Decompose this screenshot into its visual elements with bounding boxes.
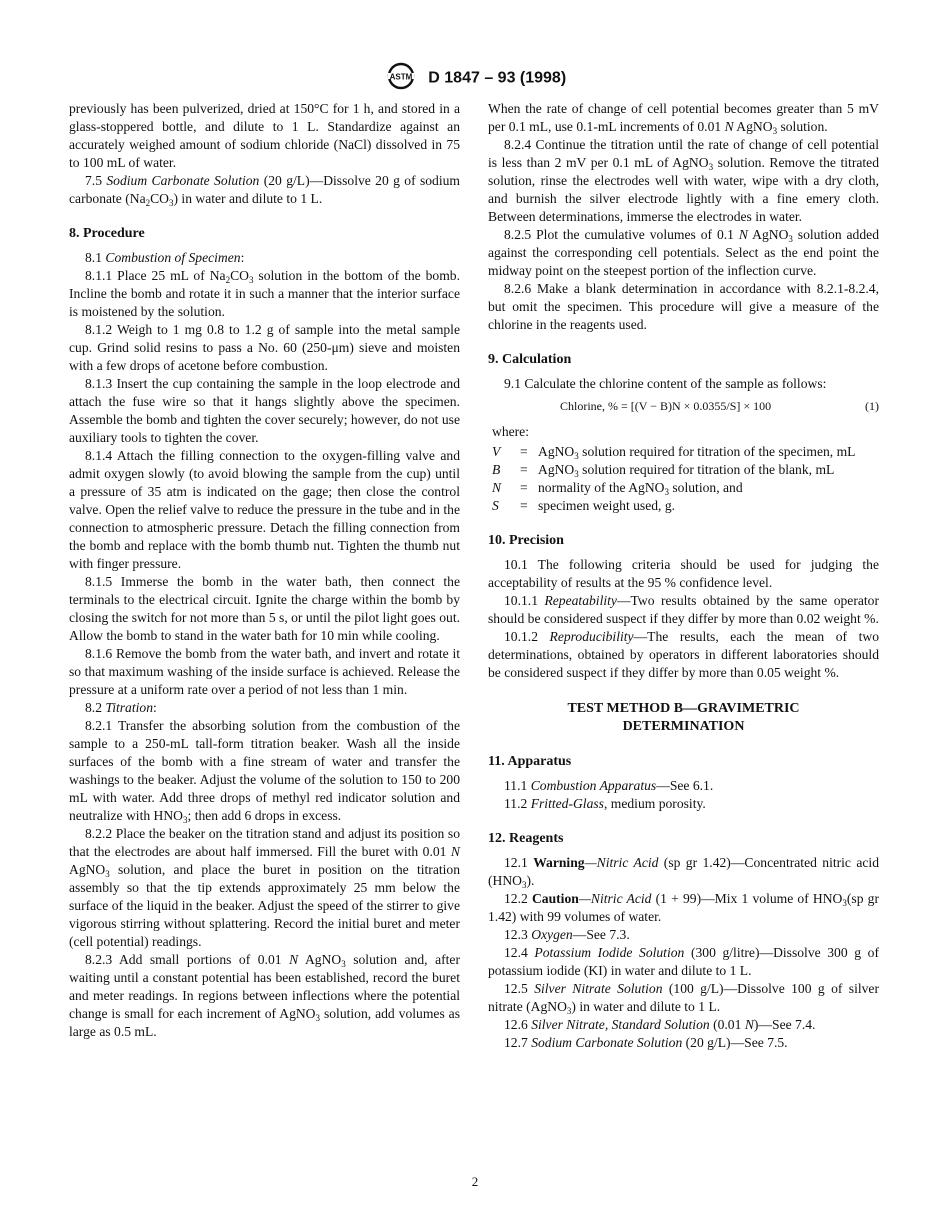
paragraph-12-4: 12.4 Potassium Iodide Solution (300 g/litre)—Dissolve 300 g of potassium iodide (KI) in water and dilute to 1 L. — [488, 945, 879, 978]
paragraph-10-1: 10.1 The following criteria should be used for judging the acceptability of results at the 95 % confidence level. — [488, 557, 879, 590]
variable-row: V = AgNO$_3$ solution required for titration of the specimen, mL — [492, 444, 856, 461]
section-heading-reagents: 12. Reagents — [488, 831, 564, 846]
paragraph-8-1-5: 8.1.5 Immerse the bomb in the water bath, then connect the terminals to the electrical circuit. Ignite the charge within the bomb by closing the switch for not more than 5 s, or until the pilot light goes out. Allow the bomb to stand in the water bath for 10 min while cooling. — [69, 574, 460, 643]
variable-row: N = normality of the AgNO$_3$ solution, and — [492, 480, 743, 497]
left-column — [69, 100, 460, 1041]
section-heading-procedure: 8. Procedure — [69, 226, 145, 241]
paragraph-8-1-3: 8.1.3 Insert the cup containing the sample in the loop electrode and attach the fuse wire so that it hangs slightly above the specimen. Assemble the bomb and tighten the cover securely; however, do not use auxiliary tools to tighten the cover. — [69, 376, 460, 445]
section-heading-precision: 10. Precision — [488, 533, 564, 548]
paragraph-12-3: 12.3 Oxygen—See 7.3. — [504, 927, 630, 942]
paragraph-8-2: 8.2 Titration: — [85, 700, 157, 715]
where-label: where: — [492, 424, 529, 439]
paragraph-8-2-3-continued: When the rate of change of cell potential becomes greater than 5 mV per 0.1 mL, use 0.1-mL increments of 0.01 N AgNO$_3$ solution. — [488, 101, 879, 136]
paragraph-8-1-2: 8.1.2 Weigh to 1 mg 0.8 to 1.2 g of sample into the metal sample cup. Grind solid resins to pass a No. 60 (250-μm) sieve and moisten with a few drops of acetone before combustion. — [69, 322, 460, 373]
astm-logo-icon — [384, 62, 418, 95]
equation-1 — [488, 397, 879, 415]
test-method-b-title: TEST METHOD B—GRAVIMETRIC DETERMINATION — [567, 701, 800, 734]
variable-row: S = specimen weight used, g. — [492, 498, 676, 513]
paragraph-8-2-2: 8.2.2 Place the beaker on the titration stand and adjust its position so that the electrodes are about half immersed. Fill the buret with 0.01 N AgNO$_3$ solution, and place the buret in position on the titration assembly so that the tip extends approximately 25 mm below the surface of the liquid in the beaker. Adjust the speed of the stirrer to give vigorous stirring without splattering. Record the initial buret and meter (cell potential) readings. — [69, 826, 460, 949]
paragraph-8-2-1: 8.2.1 Transfer the absorbing solution from the combustion of the sample to a 250-mL tall-form titration beaker. Wash all the inside surfaces of the bomb with a fine stream of water and transfer the washings to the beaker. Adjust the volume of the solution to 150 to 200 mL with water. Add three drops of methyl red indicator solution and neutralize with $HNO_3$; then add 6 drops in excess. — [69, 718, 460, 825]
paragraph-7-4-continued: previously has been pulverized, dried at 150°C for 1 h, and stored in a glass-stoppered bottle, and dilute to 1 L. Standardize against an accurately weighed amount of sodium chloride (NaCl) dissolved in 75 to 100 mL of water. — [69, 101, 460, 170]
page-number: 2 — [471, 1174, 479, 1189]
paragraph-12-6: 12.6 Silver Nitrate, Standard Solution (0.01 N)—See 7.4. — [504, 1017, 816, 1032]
paragraph-12-2: 12.2 Caution—Nitric Acid (1 + 99)—Mix 1 volume of $HNO_3(sp$ gr 1.42) with 99 volumes of water. — [488, 891, 879, 924]
paragraph-8-2-3: 8.2.3 Add small portions of 0.01 N AgNO$_3$ solution and, after waiting until a constant potential has been established, record the buret and meter readings. In regions between inflections where the potential change is small for each increment of AgNO$_3$ solution, add volumes as large as 0.5 mL. — [69, 952, 460, 1039]
paragraph-11-2: 11.2 Fritted-Glass, medium porosity. — [504, 796, 706, 811]
paragraph-9-1: 9.1 Calculate the chlorine content of the sample as follows: — [504, 376, 827, 391]
paragraph-8-2-6: 8.2.6 Make a blank determination in accordance with 8.2.1-8.2.4, but omit the specimen. This procedure will give a measure of the chlorine in the reagents used. — [488, 281, 879, 332]
document-designation: D 1847 – 93 (1998) — [428, 69, 567, 87]
paragraph-11-1: 11.1 Combustion Apparatus—See 6.1. — [504, 778, 714, 793]
paragraph-8-2-4: 8.2.4 Continue the titration until the rate of change of cell potential is less than 2 mV per 0.1 mL of AgNO$_3$ solution. Remove the titrated solution, rinse the electrodes well with water, wipe with a dry cloth, and burnish the silver electrode lightly with a fine emery cloth. Between determinations, immerse the electrodes in water. — [488, 137, 879, 224]
paragraph-8-1-4: 8.1.4 Attach the filling connection to the oxygen-filling valve and admit oxygen slowly (to avoid blowing the sample from the cup) until a pressure of 35 atm is indicated on the gage; then close the control valve. Open the relief valve to reduce the pressure in the tube and in the connection to atmospheric pressure. Detach the filling connection from the bomb and replace with the bomb thumb nut. Tighten the thumb nut with finger pressure. — [69, 448, 460, 571]
svg-text:ASTM: ASTM — [389, 72, 413, 82]
equation-text: Chlorine, % = [(V − B)N × 0.0355/S] × 100 — [560, 399, 772, 413]
paragraph-12-1: 12.1 Warning—Nitric Acid (sp gr 1.42)—Concentrated nitric acid $(HNO_3)$. — [488, 855, 879, 890]
paragraph-10-1-1: 10.1.1 Repeatability—Two results obtained by the same operator should be considered suspect if they differ by more than 0.02 weight %. — [488, 593, 879, 626]
paragraph-8-1-1: 8.1.1 Place 25 mL of $Na_2CO_3$ solution in the bottom of the bomb. Incline the bomb and rotate it in such a manner that the interior surface is moistened by the solution. — [69, 268, 460, 319]
variable-definitions — [488, 443, 879, 515]
variable-row: B = AgNO$_3$ solution required for titration of the blank, mL — [492, 462, 835, 479]
section-heading-apparatus: 11. Apparatus — [488, 754, 572, 769]
equation-number: (1) — [865, 399, 879, 413]
paragraph-12-7: 12.7 Sodium Carbonate Solution (20 g/L)—See 7.5. — [504, 1035, 788, 1050]
section-heading-calculation: 9. Calculation — [488, 352, 572, 367]
paragraph-8-2-5: 8.2.5 Plot the cumulative volumes of 0.1 N AgNO$_3$ solution added against the corresponding cell potentials. Select as the end point the midway point on the steepest portion of the inflection curve. — [488, 227, 879, 278]
right-column — [488, 100, 879, 1052]
paragraph-12-5: 12.5 Silver Nitrate Solution (100 g/L)—Dissolve 100 g of silver nitrate (AgNO$_3$) in water and dilute to 1 L. — [488, 981, 879, 1016]
page-header — [0, 62, 950, 95]
paragraph-7-5: 7.5 Sodium Carbonate Solution (20 g/L)—Dissolve 20 g of sodium carbonate $(Na_2CO_3)$ in water and dilute to 1 L. — [69, 173, 461, 208]
paragraph-10-1-2: 10.1.2 Reproducibility—The results, each the mean of two determinations, obtained by operators in different laboratories should be considered suspect if they differ by more than 0.05 weight %. — [488, 629, 879, 680]
paragraph-8-1-6: 8.1.6 Remove the bomb from the water bath, and invert and rotate it so that maximum washing of the inside surface is achieved. Release the pressure at a uniform rate over a period of not less than 1 min. — [69, 646, 460, 697]
paragraph-8-1: 8.1 Combustion of Specimen: — [85, 250, 245, 265]
